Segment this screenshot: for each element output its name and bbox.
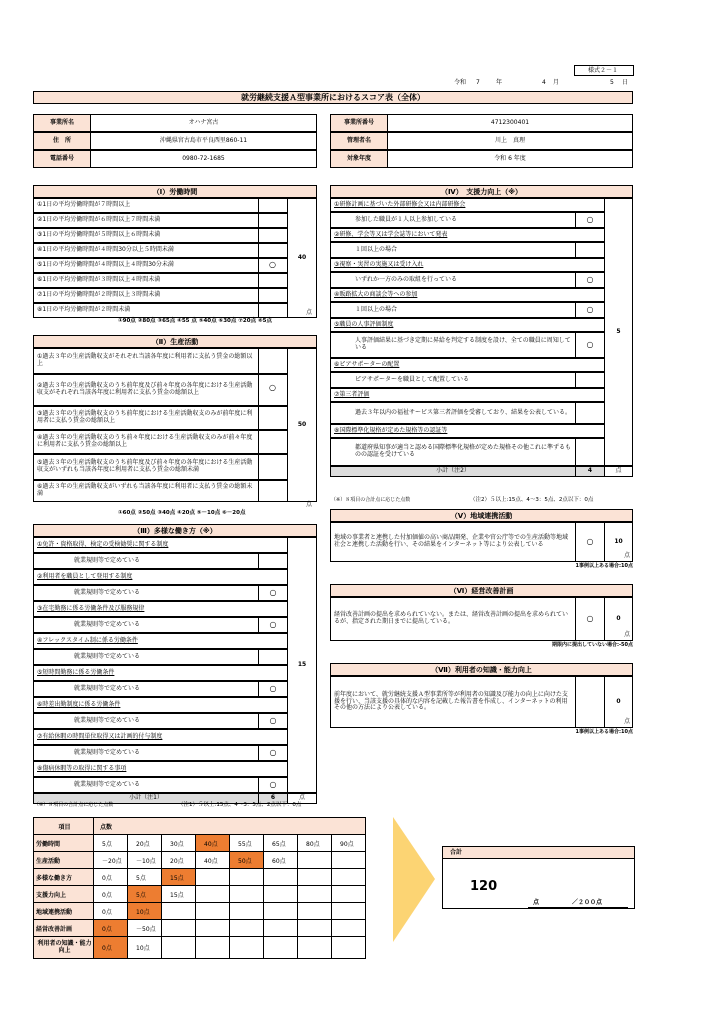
section-3-title: （Ⅲ）多様な働き方（※） — [33, 524, 317, 537]
section-4-detail: いずれか一方のみの取組を行っている — [330, 272, 576, 288]
summary-value: 5点 — [94, 835, 128, 852]
summary-value: 60点 — [264, 852, 298, 869]
section-1-mark — [258, 243, 288, 258]
section-3-score: 15 — [287, 537, 317, 793]
section-3-mark: ○ — [258, 745, 288, 761]
section-3-note-right: （注1）５以上:15点、4～3：5点、2点以下：0点 — [178, 802, 302, 808]
summary-value: 40点 — [196, 852, 230, 869]
s6-note: 期限内に提出していない場合:-50点 — [551, 642, 633, 648]
summary-value — [332, 903, 366, 920]
summary-value — [298, 937, 332, 959]
section-2-unit: 点 — [306, 501, 313, 508]
section-4-subtotal: 4 — [575, 466, 605, 477]
info-value: 4712300401 — [387, 114, 633, 132]
info-label: 事業所番号 — [330, 114, 388, 132]
summary-value — [196, 920, 230, 937]
section-3-mark: ○ — [258, 713, 288, 729]
section-2-item: ②過去３年の生産活動収支のうち前年度及び前々年度の各年度における生産活動収支がそれぞれ当該各年度に利用者に支払う賃金の総額以上 — [33, 374, 259, 406]
section-4-detail: 過去３年以内の福祉サービス第三者評価を受審しており、結果を公表している。 — [330, 402, 576, 424]
summary-value — [230, 886, 264, 903]
section-1-item: ②1日の平均労働時間が６時間以上７時間未満 — [33, 213, 259, 228]
info-value: 0980-72-1685 — [90, 150, 317, 168]
s6-title: （Ⅵ）経営改善計画 — [330, 584, 633, 597]
section-1-item: ①1日の平均労働時間が７時間以上 — [33, 198, 259, 213]
section-1-mark — [258, 213, 288, 228]
summary-value — [332, 886, 366, 903]
section-1-mark — [258, 198, 288, 213]
summary-row-label: 地域連携活動 — [34, 903, 94, 920]
section-4-heading: ①研修計画に基づいた外部研修会又は内部研修会 — [330, 198, 605, 212]
summary-row-label: 支援力向上 — [34, 886, 94, 903]
section-4-mark — [575, 402, 605, 424]
summary-value: 10点 — [128, 903, 162, 920]
section-4-heading: ⑧国際標準化規格が定めた規格等の認証等 — [330, 424, 605, 438]
summary-value: 90点 — [332, 835, 366, 852]
summary-value — [230, 869, 264, 886]
section-3-mark: ○ — [258, 681, 288, 697]
section-4-mark: ○ — [575, 332, 605, 358]
summary-value: 5点 — [128, 869, 162, 886]
s6-score: 0 — [604, 597, 633, 641]
section-4-heading: ⑤職員の人事評価制度 — [330, 318, 605, 332]
s7-text: 前年度において、就労継続支援Ａ型事業所等が利用者の知識及び能力の向上に向けた支援を行い、当該支援の具体的な内容を記載した報告書を作成し、インターネットの利用その他の方法により公表している。 — [330, 676, 576, 728]
section-3-mark: ○ — [258, 777, 288, 793]
summary-value — [264, 869, 298, 886]
section-4-detail: ピアサポーターを職員として配置している — [330, 372, 576, 388]
summary-table — [33, 817, 366, 959]
summary-value: 50点 — [230, 852, 264, 869]
section-4-score: 5 — [604, 198, 633, 466]
section-3-mark — [258, 553, 288, 569]
summary-value: 55点 — [230, 835, 264, 852]
section-2-title: （Ⅱ）生産活動 — [33, 335, 317, 348]
section-1-unit: 点 — [306, 309, 313, 316]
section-2-item: ①過去３年の生産活動収支がそれぞれ当該各年度に利用者に支払う賃金の総額以上 — [33, 348, 259, 374]
section-2-item: ⑤過去３年の生産活動収支のうち前年度及び前々年度の各年度における生産活動収支がいずれも当該各年度に利用者に支払う賃金の総額未満 — [33, 454, 259, 480]
section-3-unit: 点 — [287, 793, 317, 804]
section-1-title: （Ⅰ）労働時間 — [33, 185, 317, 198]
arrow-shape — [393, 817, 435, 942]
section-4-mark — [575, 438, 605, 466]
section-1-mark — [258, 288, 288, 303]
summary-value: －50点 — [128, 920, 162, 937]
section-2-item: ⑥過去３年の生産活動収支がいずれも当該各年度に利用者に支払う賃金の総額未満 — [33, 480, 259, 502]
section-3-heading: ④フレックスタイム制に係る労働条件 — [33, 633, 288, 649]
section-1-item: ③1日の平均労働時間が５時間以上６時間未満 — [33, 228, 259, 243]
page-title: 就労継続支援Ａ型事業所におけるスコア表（全体） — [33, 91, 633, 104]
section-4-unit: 点 — [604, 466, 633, 477]
summary-value — [230, 903, 264, 920]
section-2-note: ①60点 ②50点 ③40点 ④20点 ⑤－10点 ⑥－20点 — [118, 510, 246, 516]
section-1-item: ④1日の平均労働時間が４時間30分以上５時間未満 — [33, 243, 259, 258]
section-2-mark — [258, 406, 288, 430]
s7-score: 0 — [604, 676, 633, 728]
section-4-detail: 人事評価結果に基づき定期に昇給を判定する制度を設け、全ての職員に周知している — [330, 332, 576, 358]
section-2-mark — [258, 454, 288, 480]
s7-title: （Ⅶ）利用者の知識・能力向上 — [330, 663, 633, 676]
section-4-mark — [575, 372, 605, 388]
summary-value: 0点 — [94, 886, 128, 903]
section-4-detail: 都道府県知事が適当と認める国際標準化規格が定めた規格その他これに準ずるものの認証を受けている — [330, 438, 576, 466]
summary-value — [264, 903, 298, 920]
summary-value — [332, 920, 366, 937]
section-3-mark: ○ — [258, 585, 288, 601]
section-4-detail: １回以上の場合 — [330, 242, 576, 258]
section-3-heading: ②利用者を職員として登用する制度 — [33, 569, 288, 585]
total-label-box — [442, 846, 635, 859]
section-3-detail: 就業規則等で定めている — [33, 713, 259, 729]
summary-value: 40点 — [196, 835, 230, 852]
section-1-selected-mark: ○ — [269, 260, 276, 269]
summary-value: 80点 — [298, 835, 332, 852]
section-3-detail: 就業規則等で定めている — [33, 777, 259, 793]
section-1-mark — [258, 273, 288, 288]
total-value: 120 — [470, 879, 498, 894]
section-3-heading: ⑧傷病休暇等の取得に関する事項 — [33, 761, 288, 777]
summary-header: 項目 — [34, 818, 94, 835]
s7-unit: 点 — [624, 718, 631, 725]
section-1-item: ⑥1日の平均労働時間が３時間以上４時間未満 — [33, 273, 259, 288]
section-3-detail: 就業規則等で定めている — [33, 585, 259, 601]
summary-row-label: 労働時間 — [34, 835, 94, 852]
section-3-detail: 就業規則等で定めている — [33, 681, 259, 697]
summary-value — [332, 869, 366, 886]
info-label: 住 所 — [33, 132, 91, 150]
section-3-heading: ⑦有給休暇の時間単位取得又は計画的付与制度 — [33, 729, 288, 745]
summary-value — [162, 903, 196, 920]
section-3-heading: ①免許・資格取得、検定の受検勧奨に関する制度 — [33, 537, 288, 553]
section-2-selected-mark: ○ — [269, 383, 276, 392]
section-3-heading: ⑤短時間勤務に係る労働条件 — [33, 665, 288, 681]
summary-value — [264, 920, 298, 937]
section-1-mark — [258, 228, 288, 243]
section-3-subtotal: 6 — [258, 793, 288, 804]
summary-value — [264, 937, 298, 959]
section-1-note: ①90点 ②80点 ③65点 ④55 点 ⑤40点 ⑥30点 ⑦20点 ⑧5点 — [118, 318, 272, 324]
summary-value — [298, 920, 332, 937]
section-1-item: ⑦1日の平均労働時間が２時間以上３時間未満 — [33, 288, 259, 303]
section-2-mark — [258, 480, 288, 502]
info-value: 沖縄県宮古島市平良西里860-11 — [90, 132, 317, 150]
summary-value: 0点 — [94, 869, 128, 886]
section-3-detail: 就業規則等で定めている — [33, 649, 259, 665]
section-1-item: ⑧1日の平均労働時間が２時間未満 — [33, 303, 259, 318]
summary-value: 30点 — [162, 835, 196, 852]
section-4-detail: 参加した職員が１人以上参加している — [330, 212, 576, 228]
info-label: 事業所名 — [33, 114, 91, 132]
summary-value: －20点 — [94, 852, 128, 869]
s5-text: 地域の事業者と連携した付加価値の高い商品開発、企業や官公庁等での生産活動等地域社会と連携した活動を行い、その結果をインターネット等により公表している — [330, 522, 576, 562]
summary-value — [298, 886, 332, 903]
section-2-item: ③過去３年の生産活動収支のうち前年度における生産活動収支のみが前年度に利用者に支払う賃金の総額以上 — [33, 406, 259, 430]
section-2-item: ④過去３年の生産活動収支のうち前々年度における生産活動収支のみが前々年度に利用者に支払う賃金の総額以上 — [33, 430, 259, 454]
section-3-note-left: （※）８項目の合計点に応じた点数 — [34, 802, 114, 808]
section-3-detail: 就業規則等で定めている — [33, 745, 259, 761]
info-label: 管理者名 — [330, 132, 388, 150]
total-max: ／２００点 — [572, 899, 603, 906]
section-4-detail: １回以上の場合 — [330, 302, 576, 318]
section-4-heading: ③視察・実習の実施又は受け入れ — [330, 258, 605, 272]
summary-value: 20点 — [128, 835, 162, 852]
section-3-mark — [258, 649, 288, 665]
summary-value — [196, 937, 230, 959]
summary-value — [298, 903, 332, 920]
summary-value — [162, 920, 196, 937]
summary-value — [196, 869, 230, 886]
section-4-heading: ④販路拡大の商談会等への参加 — [330, 288, 605, 302]
section-3-heading: ③在宅勤務に係る労働条件及び服務規律 — [33, 601, 288, 617]
summary-value: 10点 — [128, 937, 162, 959]
section-3-mark: ○ — [258, 617, 288, 633]
summary-row-label: 多様な働き方 — [34, 869, 94, 886]
summary-value — [230, 937, 264, 959]
s5-unit: 点 — [624, 552, 631, 559]
section-1-score: 40 — [287, 198, 317, 318]
section-4-mark: ○ — [575, 272, 605, 288]
summary-row-label: 生産活動 — [34, 852, 94, 869]
date: 令和 7 年 4 月 5 日 — [454, 79, 629, 86]
section-3-detail: 就業規則等で定めている — [33, 617, 259, 633]
section-2-mark — [258, 348, 288, 374]
summary-value: 5点 — [128, 886, 162, 903]
section-3-heading: ⑥時差出勤制度に係る労働条件 — [33, 697, 288, 713]
summary-value — [298, 852, 332, 869]
summary-value — [332, 937, 366, 959]
summary-value — [332, 852, 366, 869]
s5-note: 1事例以上ある場合:10点 — [575, 563, 633, 569]
section-4-mark: ○ — [575, 302, 605, 318]
section-2-score: 50 — [287, 348, 317, 502]
total-label: 合計 — [450, 849, 463, 856]
form-number-text: 様式２－１ — [588, 67, 619, 74]
section-4-note-right: （注2）５以上:15点、4～3：5点、2点以下：0点 — [470, 497, 594, 503]
section-4-heading: ⑦第三者評価 — [330, 388, 605, 402]
s7-mark — [575, 676, 605, 728]
section-4-title: （Ⅳ） 支援力向上（※） — [330, 185, 633, 198]
summary-value — [196, 903, 230, 920]
info-label: 電話番号 — [33, 150, 91, 168]
info-label: 対象年度 — [330, 150, 388, 168]
summary-value — [230, 920, 264, 937]
section-4-heading: ⑥ピアサポーターの配置 — [330, 358, 605, 372]
section-4-mark — [575, 242, 605, 258]
section-4-mark: ○ — [575, 212, 605, 228]
s6-mark: ○ — [575, 597, 605, 641]
summary-header: 点数 — [94, 818, 366, 835]
summary-value: 65点 — [264, 835, 298, 852]
summary-row-label: 経営改善計画 — [34, 920, 94, 937]
total-unit: 点 — [533, 899, 540, 906]
s5-mark: ○ — [575, 522, 605, 562]
summary-value: 0点 — [94, 920, 128, 937]
summary-value — [196, 886, 230, 903]
summary-value: 20点 — [162, 852, 196, 869]
info-value: 令和 6 年度 — [387, 150, 633, 168]
summary-value: －10点 — [128, 852, 162, 869]
s5-score: 10 — [604, 522, 633, 562]
info-value: オハナ宮古 — [90, 114, 317, 132]
summary-value — [298, 869, 332, 886]
section-3-detail: 就業規則等で定めている — [33, 553, 259, 569]
section-1-mark — [258, 303, 288, 318]
summary-value: 0点 — [94, 903, 128, 920]
section-4-note-left: （※）８項目の合計点に応じた点数 — [331, 497, 411, 503]
info-value: 川上 真理 — [387, 132, 633, 150]
summary-value: 15点 — [162, 869, 196, 886]
s6-unit: 点 — [624, 631, 631, 638]
section-3-subtotal-label: 小計（注1） — [33, 793, 259, 804]
section-2-mark — [258, 430, 288, 454]
s6-text: 経営改善計画の提出を求められていない。または、経営改善計画の提出を求められているが、指定された期日までに提出している。 — [330, 597, 576, 641]
section-4-subtotal-label: 小計（注2） — [330, 466, 576, 477]
summary-value: 15点 — [162, 886, 196, 903]
section-4-heading: ②研修、学会等又は学会誌等において発表 — [330, 228, 605, 242]
section-1-item: ⑤1日の平均労働時間が４時間以上４時間30分未満 — [33, 258, 259, 273]
s5-title: （Ⅴ）地域連携活動 — [330, 509, 633, 522]
summary-value: 0点 — [94, 937, 128, 959]
total-underline — [528, 907, 628, 908]
summary-row-label: 利用者の知識・能力向上 — [34, 937, 94, 959]
summary-value — [264, 886, 298, 903]
summary-value — [162, 937, 196, 959]
s7-note: 1事例以上ある場合:10点 — [575, 729, 633, 735]
